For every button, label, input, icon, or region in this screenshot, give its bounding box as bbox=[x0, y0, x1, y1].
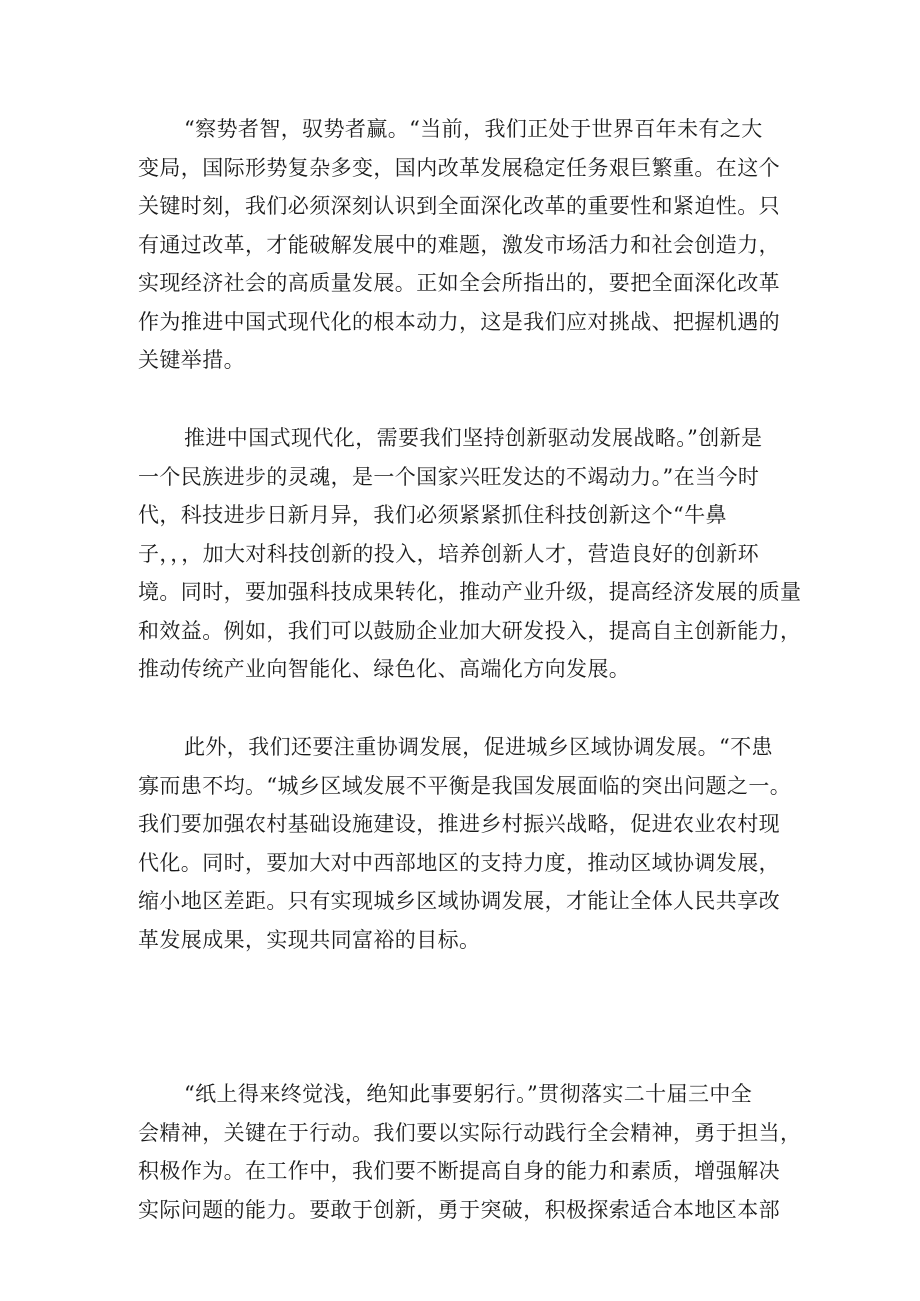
text-line: 关键举措。 bbox=[138, 348, 245, 372]
text-line: 作为推进中国式现代化的根本动力，这是我们应对挑战、把握机遇的 bbox=[138, 309, 780, 334]
text-line: 关键时刻，我们必须深刻认识到全面深化改革的重要性和紧迫性。只 bbox=[138, 194, 780, 218]
text-line: 我们要加强农村基础设施建设，推进乡村振兴战略，促进农业农村现 bbox=[138, 812, 780, 836]
text-line: 和效益。例如，我们可以鼓励企业加大研发投入，提高自主创新能力， bbox=[138, 618, 802, 643]
paragraph-2 bbox=[138, 419, 802, 689]
text-line: 有通过改革，才能破解发展中的难题，激发市场活力和社会创造力， bbox=[138, 232, 780, 257]
text-line: 此外，我们还要注重协调发展，促进城乡区域协调发展。“不患 bbox=[184, 735, 773, 759]
text-line: 实现经济社会的高质量发展。正如全会所指出的，要把全面深化改革 bbox=[138, 271, 780, 295]
text-line: 推进中国式现代化，需要我们坚持创新驱动发展战略。”创新是 bbox=[184, 426, 763, 450]
text-line: 实际问题的能力。要敢于创新，勇于突破，积极探索适合本地区本部 bbox=[138, 1197, 780, 1222]
paragraph-4 bbox=[138, 1075, 802, 1229]
text-line: 变局，国际形势复杂多变，国内改革发展稳定任务艰巨繁重。在这个 bbox=[138, 155, 780, 180]
text-line: 会精神，关键在于行动。我们要以实际行动践行全会精神，勇于担当， bbox=[138, 1120, 802, 1145]
text-line: “察势者智，驭势者赢。“当前，我们正处于世界百年未有之大 bbox=[184, 117, 763, 141]
text-line: 子，，，加大对科技创新的投入，培养创新人才，营造良好的创新环 bbox=[138, 541, 759, 566]
text-line: 缩小地区差距。只有实现城乡区域协调发展，才能让全体人民共享改 bbox=[138, 889, 780, 913]
text-line: 推动传统产业向智能化、绿色化、高端化方向发展。 bbox=[138, 657, 631, 681]
paragraph-3 bbox=[138, 728, 798, 959]
text-line: 代，科技进步日新月异，我们必须紧紧抓住科技创新这个“牛鼻 bbox=[138, 503, 727, 527]
text-line: 境。同时，要加强科技成果转化，推动产业升级，提高经济发展的质量 bbox=[138, 580, 802, 604]
paragraph-1 bbox=[138, 110, 798, 380]
text-line: 积极作为。在工作中，我们要不断提高自身的能力和素质，增强解决 bbox=[138, 1159, 780, 1183]
text-line: “纸上得来终觉浅，绝知此事要躬行。”贯彻落实二十届三中全 bbox=[184, 1082, 753, 1106]
text-line: 革发展成果，实现共同富裕的目标。 bbox=[138, 927, 481, 952]
text-line: 寡而患不均。“城乡区域发展不平衡是我国发展面临的突出问题之一。 bbox=[138, 773, 792, 798]
text-line: 代化。同时，要加大对中西部地区的支持力度，推动区域协调发展， bbox=[138, 850, 780, 875]
text-line: 一个民族进步的灵魂，是一个国家兴旺发达的不竭动力。”在当今时 bbox=[138, 464, 760, 489]
